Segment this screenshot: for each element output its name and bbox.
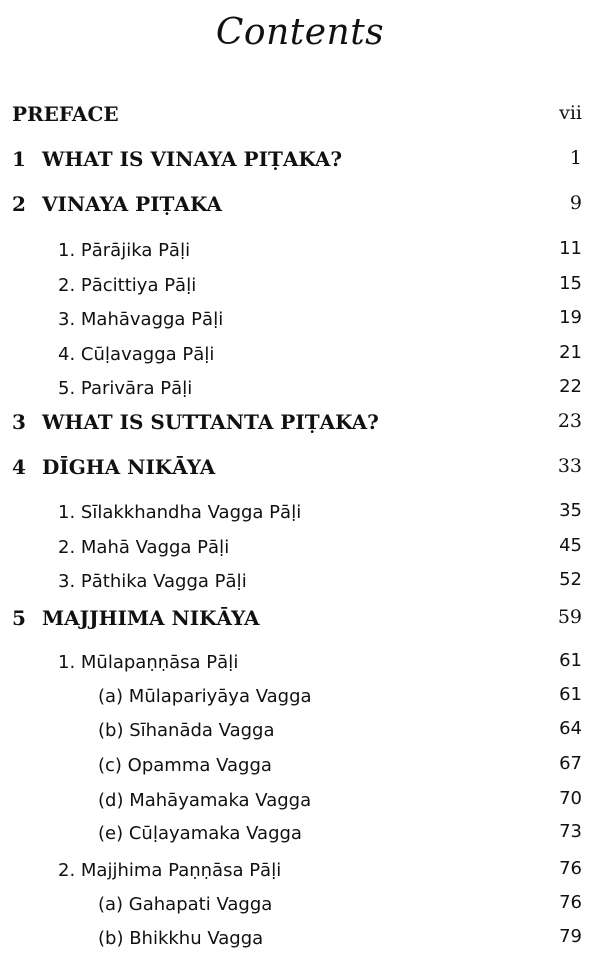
toc-entry-label: (e) Cūḷayamaka Vagga: [98, 823, 302, 844]
toc-section-row: [0, 271, 600, 301]
toc-entry-label: [12, 102, 119, 126]
chapter-title: VINAYA PIṬAKA: [42, 192, 223, 216]
chapter-number: 3: [12, 410, 26, 434]
toc-chapter-row: [0, 190, 600, 220]
toc-entry-label: 5. Parivāra Pāḷi: [58, 378, 193, 399]
toc-subsection-row: [0, 819, 600, 849]
toc-chapter-row: [0, 145, 600, 175]
chapter-number: 4: [12, 455, 26, 479]
toc-entry-label: 4. Cūḷavagga Pāḷi: [58, 344, 215, 365]
chapter-title: MAJJHIMA NIKĀYA: [42, 606, 260, 630]
toc-entry-label: 3. Mahāvagga Pāḷi: [58, 309, 224, 330]
toc-entry-label: [12, 455, 215, 479]
toc-chapter-row: [0, 408, 600, 438]
toc-chapter-row: [0, 100, 600, 130]
toc-subsection-row: [0, 786, 600, 816]
toc-page-number: 61: [559, 684, 582, 705]
toc-page-number: 70: [559, 788, 582, 809]
page-title: Contents: [215, 12, 385, 53]
toc-chapter-row: [0, 453, 600, 483]
toc-page-number: 79: [559, 926, 582, 947]
toc-entry-label: [12, 147, 342, 171]
toc-section-row: [0, 533, 600, 563]
chapter-number: 5: [12, 606, 26, 630]
toc-section-row: [0, 340, 600, 370]
chapter-title: PREFACE: [12, 102, 119, 126]
toc-page-number: 45: [559, 535, 582, 556]
toc-section-row: [0, 498, 600, 528]
chapter-title: WHAT IS SUTTANTA PIṬAKA?: [42, 410, 379, 434]
toc-subsection-row: [0, 751, 600, 781]
toc-entry-label: [12, 606, 260, 630]
toc-section-row: [0, 856, 600, 886]
toc-section-row: [0, 236, 600, 266]
toc-entry-label: 2. Pācittiya Pāḷi: [58, 275, 197, 296]
toc-entry-label: 2. Mahā Vagga Pāḷi: [58, 537, 230, 558]
toc-entry-label: (a) Mūlapariyāya Vagga: [98, 686, 312, 707]
toc-entry-label: 2. Majjhima Paṇṇāsa Pāḷi: [58, 860, 282, 881]
toc-subsection-row: [0, 682, 600, 712]
toc-page-number: 9: [569, 192, 582, 214]
toc-entry-label: (a) Gahapati Vagga: [98, 894, 273, 915]
toc-subsection-row: [0, 890, 600, 920]
toc-page-number: 73: [559, 821, 582, 842]
toc-section-row: [0, 648, 600, 678]
toc-entry-label: (c) Opamma Vagga: [98, 755, 272, 776]
toc-entry-label: (b) Bhikkhu Vagga: [98, 928, 264, 949]
toc-subsection-row: [0, 924, 600, 954]
toc-page-number: 21: [559, 342, 582, 363]
toc-subsection-row: [0, 716, 600, 746]
toc-page-number: 1: [569, 147, 582, 169]
toc-page-number: 67: [559, 753, 582, 774]
toc-page-number: 22: [559, 376, 582, 397]
toc-entry-label: (d) Mahāyamaka Vagga: [98, 790, 312, 811]
toc-entry-label: 3. Pāthika Vagga Pāḷi: [58, 571, 247, 592]
toc-page-number: 33: [557, 455, 582, 477]
toc-section-row: [0, 374, 600, 404]
toc-entry-label: 1. Pārājika Pāḷi: [58, 240, 191, 261]
toc-page-number: vii: [559, 102, 582, 124]
toc-entry-label: 1. Sīlakkhandha Vagga Pāḷi: [58, 502, 302, 523]
toc-page-number: 64: [559, 718, 582, 739]
toc-page-number: 76: [559, 892, 582, 913]
chapter-number: 2: [12, 192, 26, 216]
chapter-title: WHAT IS VINAYA PIṬAKA?: [42, 147, 343, 171]
toc-section-row: [0, 305, 600, 335]
chapter-title: DĪGHA NIKĀYA: [42, 455, 216, 479]
toc-page-number: 52: [559, 569, 582, 590]
chapter-number: 1: [12, 147, 26, 171]
toc-page-number: 59: [557, 606, 582, 628]
toc-chapter-row: [0, 604, 600, 634]
toc-entry-label: [12, 410, 379, 434]
toc-page-number: 61: [559, 650, 582, 671]
toc-page-number: 19: [559, 307, 582, 328]
toc-entry-label: 1. Mūlapaṇṇāsa Pāḷi: [58, 652, 239, 673]
toc-page-number: 11: [559, 238, 582, 259]
toc-page-number: 23: [557, 410, 582, 432]
toc-entry-label: (b) Sīhanāda Vagga: [98, 720, 275, 741]
toc-page-number: 15: [559, 273, 582, 294]
toc-page-number: 35: [559, 500, 582, 521]
toc-page-number: 76: [559, 858, 582, 879]
toc-section-row: [0, 567, 600, 597]
toc-entry-label: [12, 192, 222, 216]
